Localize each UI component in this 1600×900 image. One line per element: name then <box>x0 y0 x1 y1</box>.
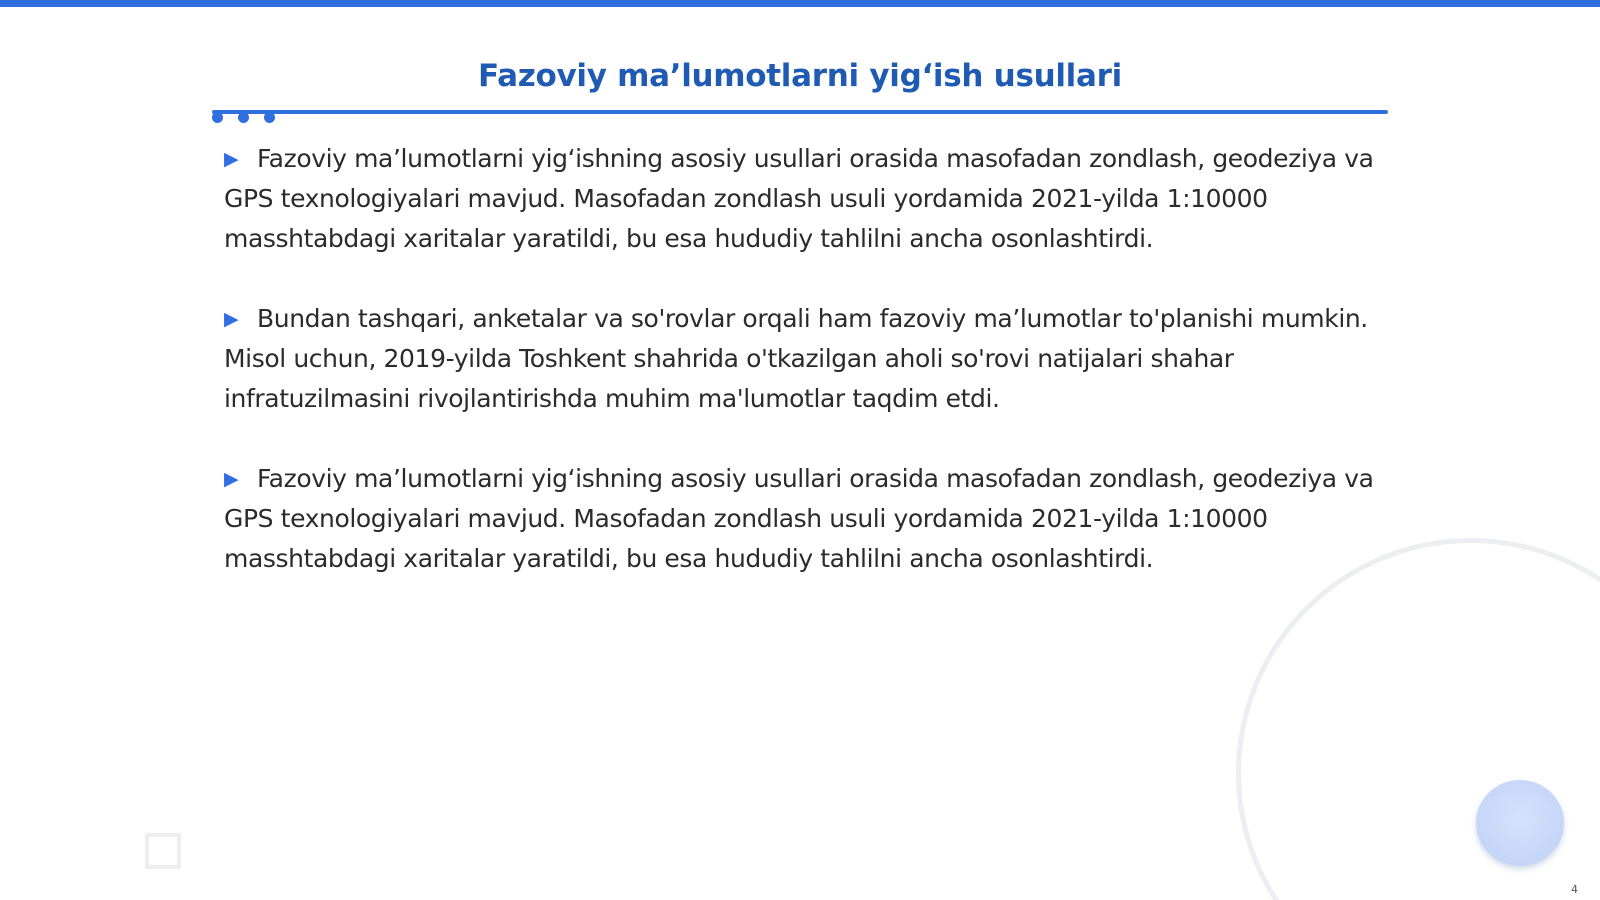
slide-title: Fazoviy ma’lumotlarni yig‘ish usullari <box>478 58 1122 94</box>
bullet-text: Fazoviy ma’lumotlarni yig‘ishning asosiy usullari orasida masofadan zondlash, geodeziya va GPS texnologiyalari mavjud. Masofadan zondlash usuli yordamida 2021-yilda 1:10000 masshtabdagi xaritalar yaratildi, bu esa hududiy tahlilni ancha osonlashtirdi. <box>224 144 1374 253</box>
triangle-right-icon: ▶ <box>224 468 239 490</box>
triangle-right-icon: ▶ <box>224 308 239 330</box>
slide-content <box>224 139 1374 619</box>
title-dots-decoration <box>212 112 282 124</box>
dot-icon <box>264 112 275 123</box>
dot-icon <box>212 112 223 123</box>
dot-icon <box>238 112 249 123</box>
triangle-right-icon: ▶ <box>224 148 239 170</box>
page-number: 4 <box>1571 883 1578 896</box>
bullet-paragraph-3 <box>224 459 1374 579</box>
decorative-square-outline <box>145 833 181 869</box>
bullet-paragraph-2 <box>224 299 1374 419</box>
top-accent-bar <box>0 0 1600 7</box>
bullet-text: Fazoviy ma’lumotlarni yig‘ishning asosiy usullari orasida masofadan zondlash, geodeziya va GPS texnologiyalari mavjud. Masofadan zondlash usuli yordamida 2021-yilda 1:10000 masshtabdagi xaritalar yaratildi, bu esa hududiy tahlilni ancha osonlashtirdi. <box>224 464 1374 573</box>
title-underline <box>212 110 1388 114</box>
decorative-blue-circle <box>1476 780 1564 866</box>
bullet-text: Bundan tashqari, anketalar va so'rovlar orqali ham fazoviy ma’lumotlar to'planishi mumkin. Misol uchun, 2019-yilda Toshkent shahrida o'tkazilgan aholi so'rovi natijalari shahar infratuzilmasini rivojlantirishda muhim ma'lumotlar taqdim etdi. <box>224 304 1368 413</box>
bullet-paragraph-1 <box>224 139 1374 259</box>
